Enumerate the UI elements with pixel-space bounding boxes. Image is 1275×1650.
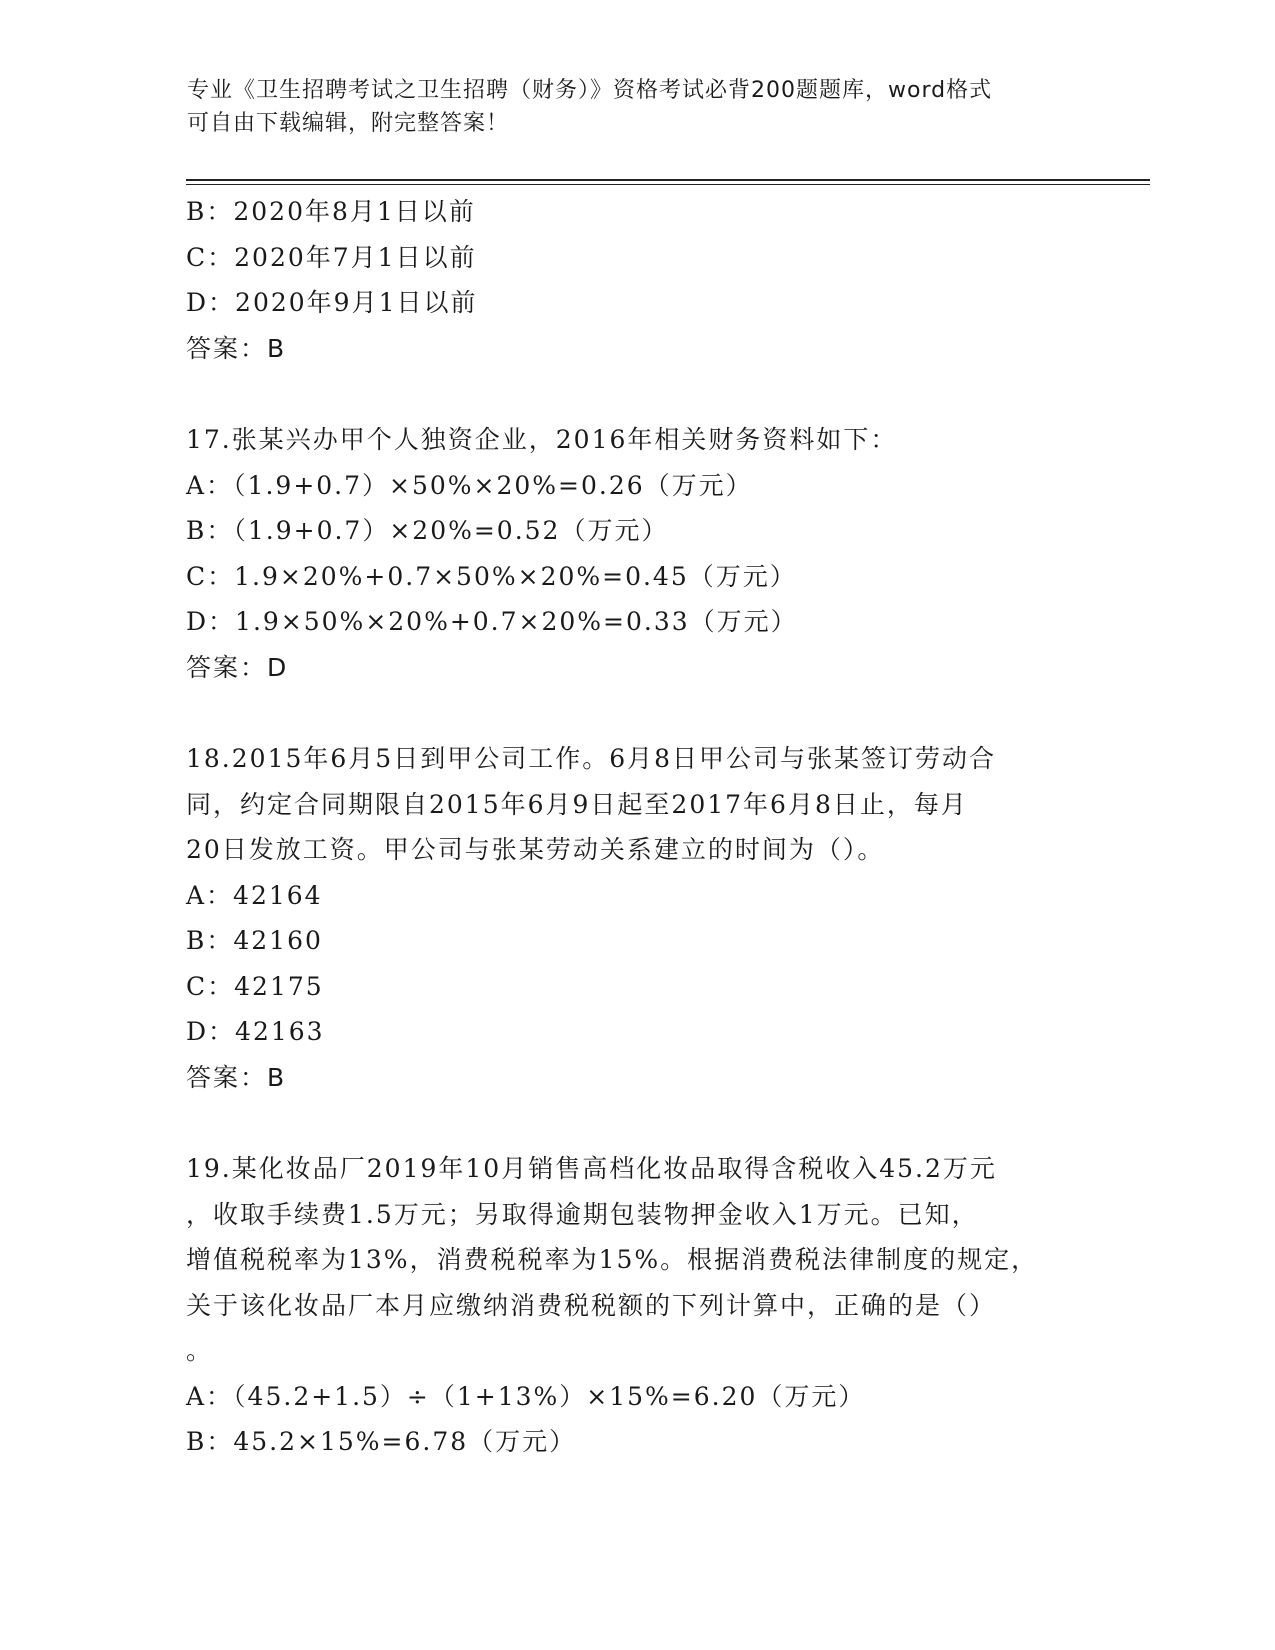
option-a: A：（45.2+1.5）÷（1+13%）×15%=6.20（万元）	[186, 1381, 866, 1411]
question-stem-line-4: 关于该化妆品厂本月应缴纳消费税税额的下列计算中，正确的是（）	[186, 1290, 997, 1320]
question-stem: 17.张某兴办甲个人独资企业，2016年相关财务资料如下：	[186, 425, 898, 454]
answer: 答案：B	[186, 333, 287, 363]
question-stem-line-3: 增值税税率为13%，消费税税率为15%。根据消费税法律制度的规定，	[186, 1245, 1039, 1274]
option-b: B：（1.9+0.7）×20%=0.52（万元）	[186, 516, 669, 545]
option-c: C：42175	[186, 971, 324, 1001]
question-16	[186, 189, 1086, 371]
question-stem-line-1: 18.2015年6月5日到甲公司工作。6月8日甲公司与张某签订劳动合	[186, 744, 997, 773]
question-stem-line-2: 同，约定合同期限自2015年6月9日起至2017年6月8日止，每月	[186, 789, 968, 819]
question-content	[186, 189, 1086, 1465]
spacer	[186, 371, 1086, 417]
document-header	[187, 74, 1087, 140]
option-a: A：42164	[186, 880, 323, 910]
question-stem-line-1: 19.某化妆品厂2019年10月销售高档化妆品取得含税收入45.2万元	[186, 1154, 997, 1183]
header-rule-thick	[186, 179, 1150, 181]
question-17	[186, 417, 1086, 690]
question-19	[186, 1146, 1086, 1465]
answer: 答案：D	[186, 652, 289, 682]
question-stem-line-5: 。	[186, 1336, 214, 1365]
option-c: C：1.9×20%+0.7×50%×20%=0.45（万元）	[186, 561, 797, 591]
option-b: B：2020年8月1日以前	[186, 197, 476, 226]
option-a: A：（1.9+0.7）×50%×20%=0.26（万元）	[186, 470, 753, 500]
option-c: C：2020年7月1日以前	[186, 242, 477, 272]
spacer	[186, 1100, 1086, 1146]
question-stem-line-3: 20日发放工资。甲公司与张某劳动关系建立的时间为（）。	[186, 835, 885, 864]
option-d: D：2020年9月1日以前	[186, 288, 478, 317]
header-rule-thin	[186, 184, 1150, 185]
header-line-1: 专业《卫生招聘考试之卫生招聘（财务）》资格考试必背200题题库，word格式	[187, 78, 993, 103]
header-line-2: 可自由下载编辑，附完整答案！	[187, 111, 510, 136]
question-18	[186, 736, 1086, 1100]
option-b: B：45.2×15%=6.78（万元）	[186, 1427, 577, 1456]
answer: 答案：B	[186, 1062, 287, 1092]
spacer	[186, 690, 1086, 736]
option-b: B：42160	[186, 926, 323, 955]
option-d: D：1.9×50%×20%+0.7×20%=0.33（万元）	[186, 607, 798, 636]
question-stem-line-2: ，收取手续费1.5万元；另取得逾期包装物押金收入1万元。已知，	[186, 1199, 979, 1229]
option-d: D：42163	[186, 1017, 325, 1046]
